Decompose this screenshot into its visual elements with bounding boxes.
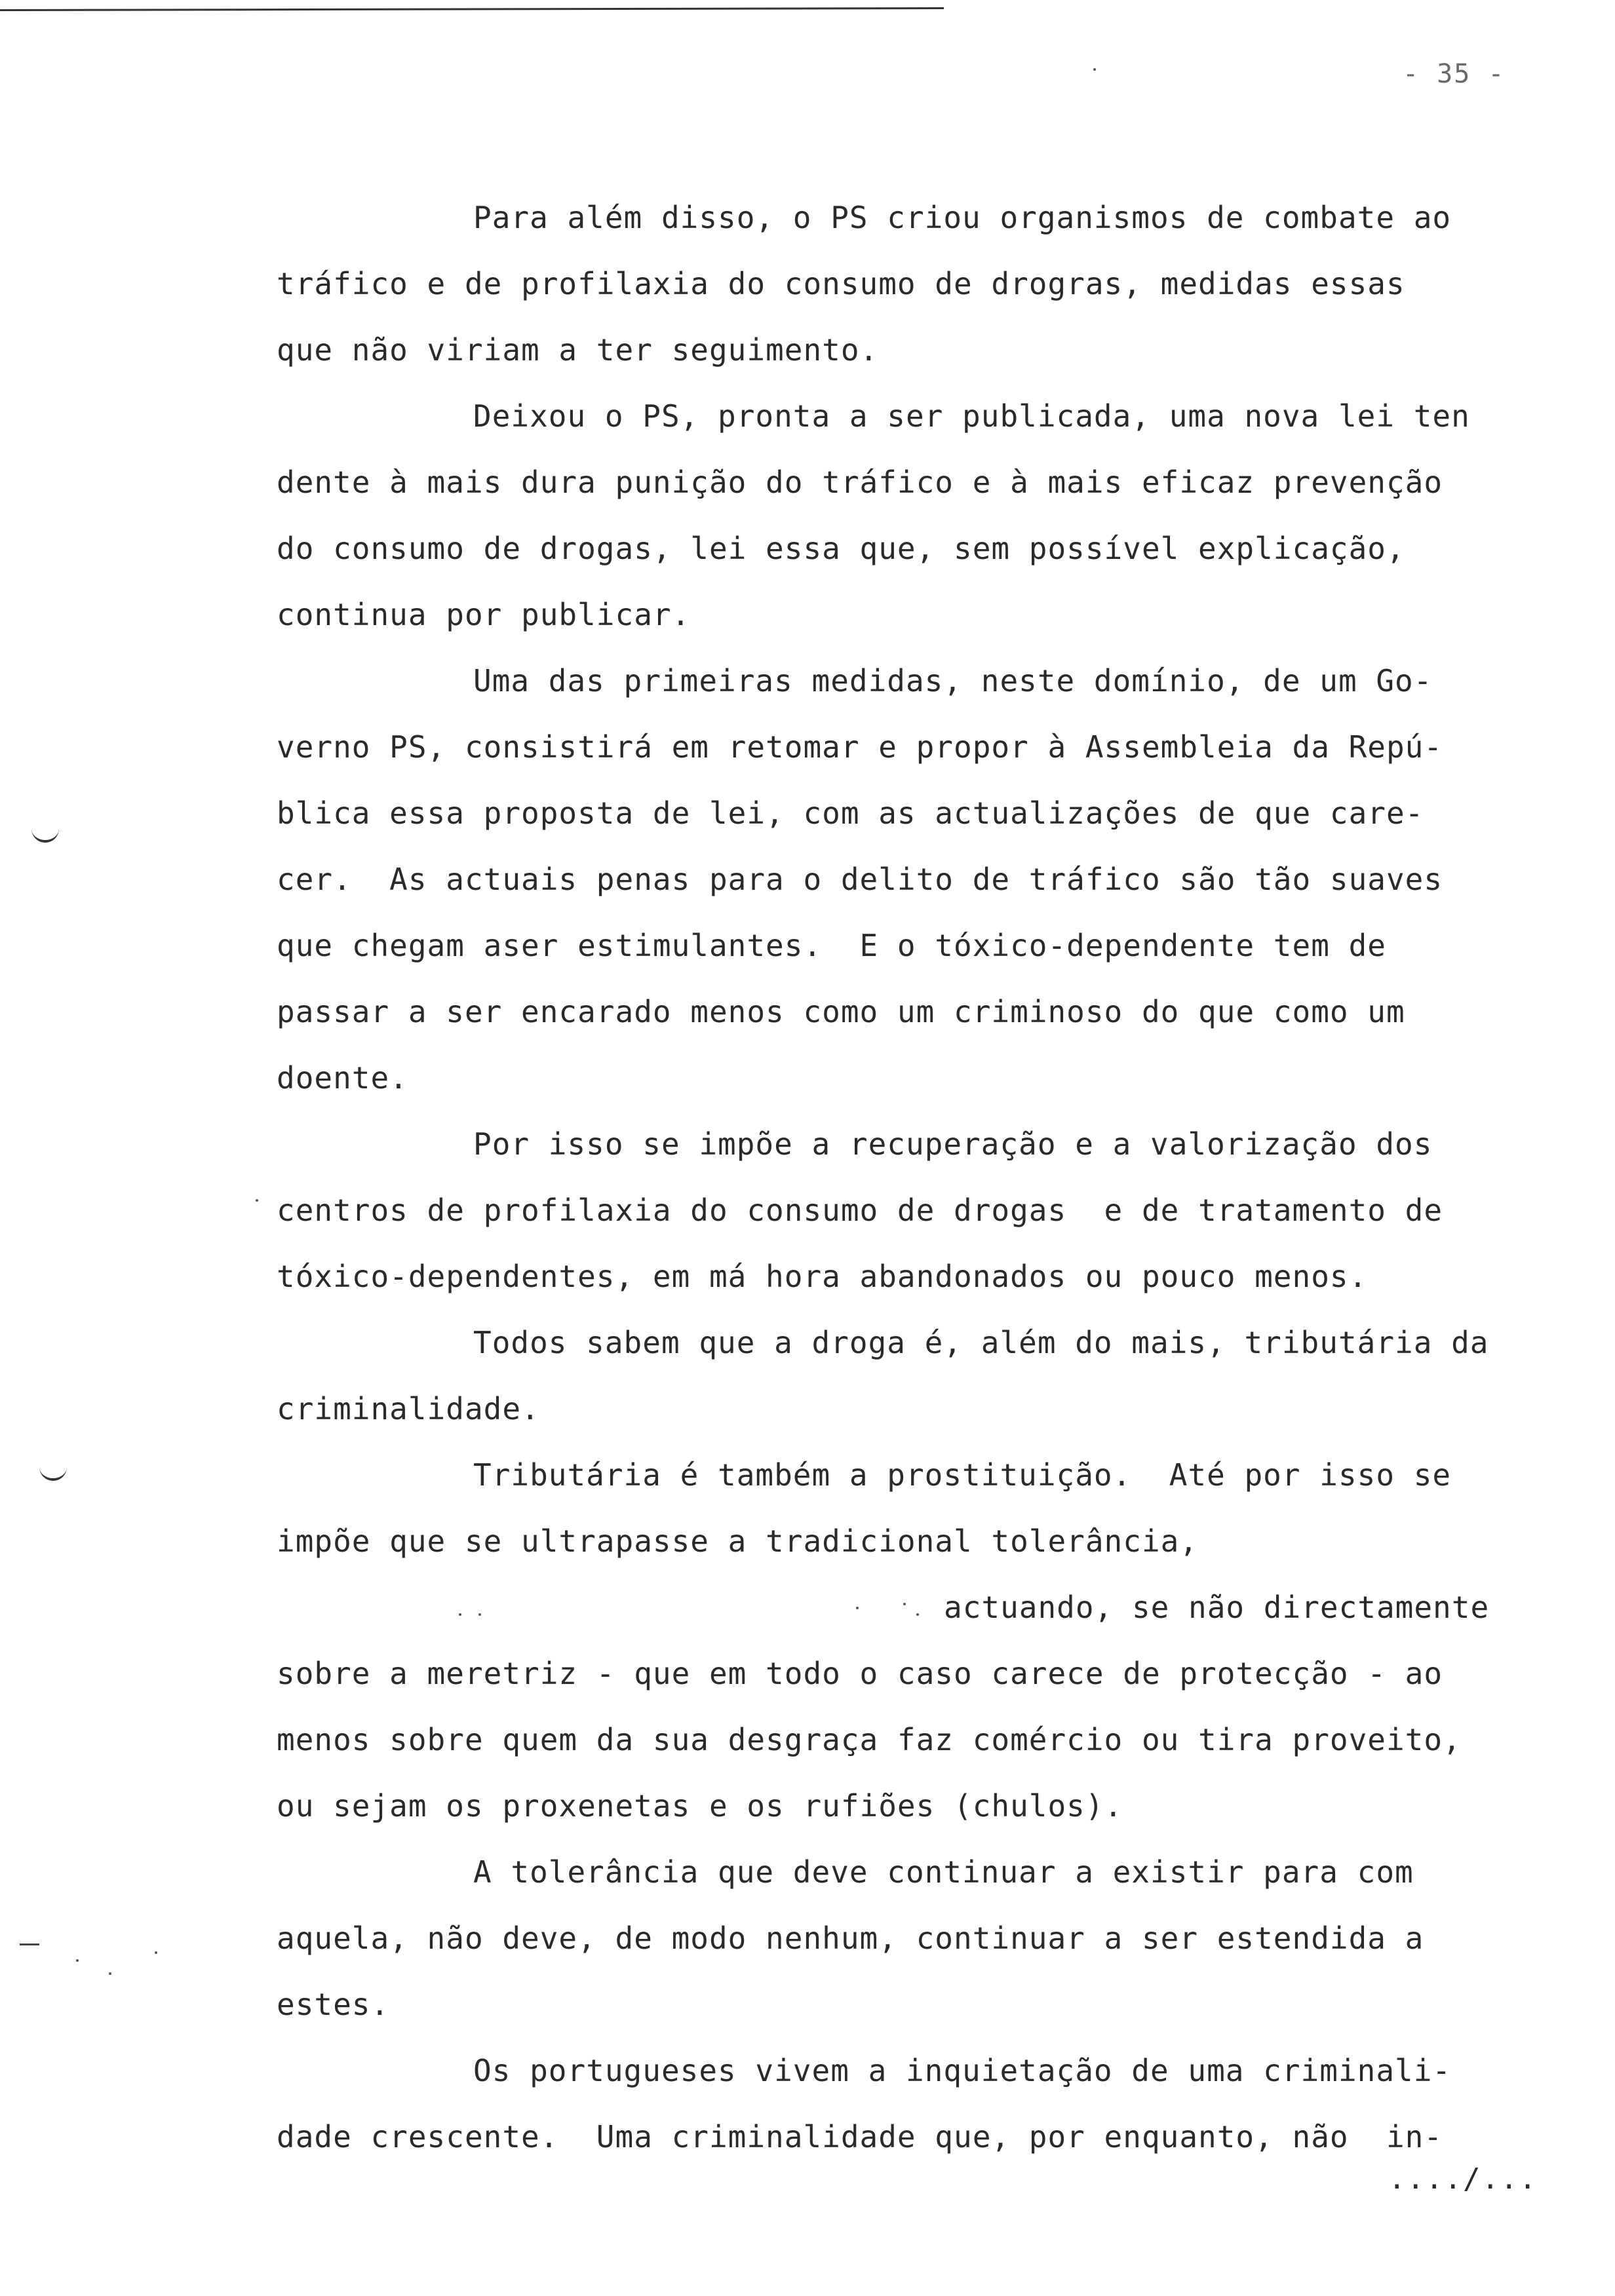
scan-speck xyxy=(76,1959,79,1962)
text-line: cer. As actuais penas para o delito de tráfico são tão suaves xyxy=(277,862,1443,897)
scan-speck xyxy=(1093,68,1096,71)
text-line: Todos sabem que a droga é, além do mais, tributária da xyxy=(473,1325,1489,1360)
page-number: - 35 - xyxy=(1403,59,1506,89)
scan-speck xyxy=(459,1613,461,1616)
punch-hole-mark xyxy=(31,827,59,843)
text-line: menos sobre quem da sua desgraça faz comércio ou tira proveito, xyxy=(277,1722,1462,1757)
scan-speck xyxy=(256,1199,258,1202)
scan-speck xyxy=(155,1951,157,1954)
text-line: dade crescente. Uma criminalidade que, por enquanto, não in- xyxy=(277,2119,1443,2154)
text-line: criminalidade. xyxy=(277,1391,540,1426)
margin-dash xyxy=(20,1943,39,1945)
text-line: Para além disso, o PS criou organismos de combate ao xyxy=(473,200,1452,235)
text-line: centros de profilaxia do consumo de drogas e de tratamento de xyxy=(277,1193,1443,1228)
text-line: continua por publicar. xyxy=(277,597,691,632)
scan-speck xyxy=(916,1613,919,1616)
punch-hole-mark xyxy=(39,1465,67,1481)
text-line: tráfico e de profilaxia do consumo de drogras, medidas essas xyxy=(277,266,1405,301)
body-text xyxy=(277,185,1522,2170)
text-line: ou sejam os proxenetas e os rufiões (chulos). xyxy=(277,1788,1123,1824)
text-line: estes. xyxy=(277,1987,390,2022)
text-line: Deixou o PS, pronta a ser publicada, uma nova lei ten xyxy=(473,398,1470,434)
text-line: do consumo de drogas, lei essa que, sem possível explicação, xyxy=(277,531,1405,566)
text-line: impõe que se ultrapasse a tradicional tolerância, xyxy=(277,1523,1199,1559)
continuation-mark: ..../... xyxy=(1388,2162,1538,2196)
text-line: que chegam aser estimulantes. E o tóxico-dependente tem de xyxy=(277,928,1386,963)
text-line: dente à mais dura punição do tráfico e à mais eficaz prevenção xyxy=(277,465,1443,500)
scan-speck xyxy=(109,1972,111,1975)
text-line: sobre a meretriz - que em todo o caso carece de protecção - ao xyxy=(277,1656,1443,1691)
text-line: tóxico-dependentes, em má hora abandonados ou pouco menos. xyxy=(277,1259,1368,1294)
scan-speck xyxy=(478,1613,481,1616)
scan-speck xyxy=(903,1603,906,1605)
top-rule xyxy=(0,7,944,11)
text-line: A tolerância que deve continuar a existir para com xyxy=(473,1854,1414,1890)
text-line: verno PS, consistirá em retomar e propor à Assembleia da Repú- xyxy=(277,729,1443,765)
text-line: que não viriam a ter seguimento. xyxy=(277,332,879,368)
text-line: Os portugueses vivem a inquietação de uma criminali- xyxy=(473,2053,1452,2088)
text-line: doente. xyxy=(277,1060,408,1096)
text-line: aquela, não deve, de modo nenhum, continuar a ser estendida a xyxy=(277,1921,1424,1956)
text-line: blica essa proposta de lei, com as actualizações de que care- xyxy=(277,795,1424,831)
text-line: Uma das primeiras medidas, neste domínio, de um Go- xyxy=(473,663,1433,698)
text-line: Por isso se impõe a recuperação e a valorização dos xyxy=(473,1126,1433,1162)
scan-speck xyxy=(856,1607,859,1609)
text-line: actuando, se não directamente xyxy=(944,1590,1490,1625)
text-line: Tributária é também a prostituição. Até por isso se xyxy=(473,1457,1452,1493)
text-line: passar a ser encarado menos como um criminoso do que como um xyxy=(277,994,1405,1029)
